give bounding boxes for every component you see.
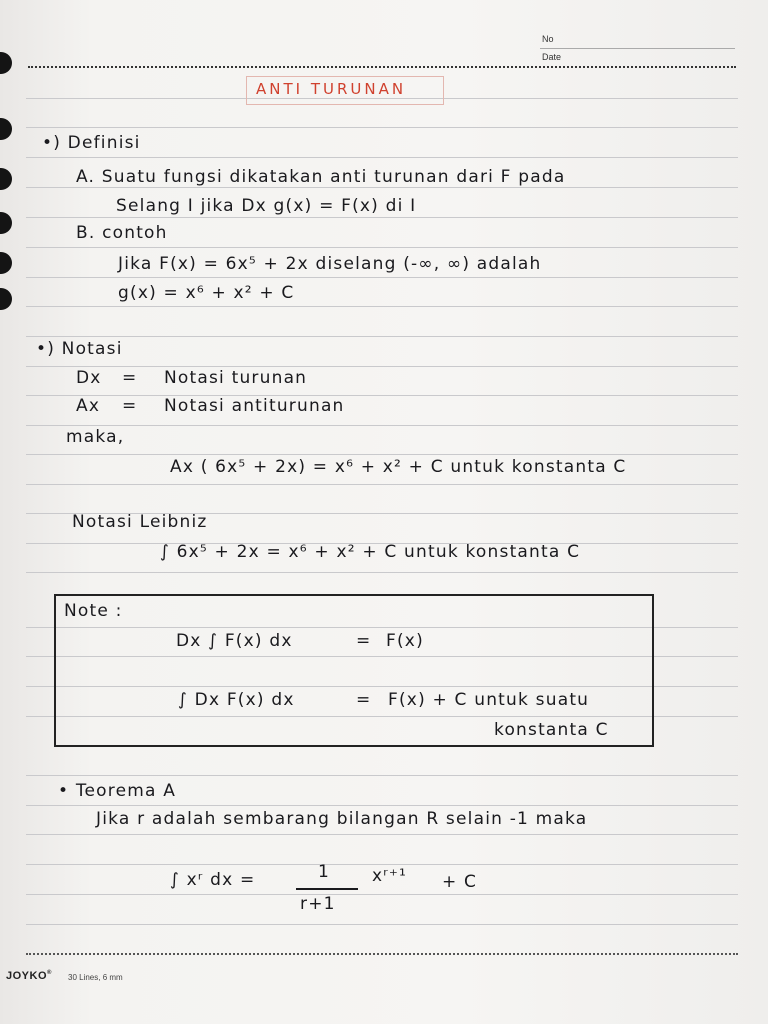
heading-notasi: •) Notasi bbox=[36, 339, 123, 359]
binder-ring bbox=[0, 118, 12, 140]
ruled-line bbox=[26, 924, 738, 925]
ruled-line bbox=[26, 187, 738, 188]
ruled-line bbox=[26, 306, 738, 307]
note-row2-left: ∫ Dx F(x) dx bbox=[178, 690, 295, 710]
ruled-line bbox=[26, 864, 738, 865]
note-row1-left: Dx ∫ F(x) dx bbox=[176, 631, 293, 651]
binder-ring bbox=[0, 168, 12, 190]
maka-label: maka, bbox=[66, 427, 125, 447]
theorem-title: • Teorema A bbox=[58, 781, 177, 801]
dx-description: Notasi turunan bbox=[164, 368, 308, 388]
header-dotted-rule bbox=[28, 66, 736, 70]
fraction-denominator: r+1 bbox=[300, 894, 336, 914]
antiderivative-equation: Ax ( 6x⁵ + 2x) = x⁶ + x² + C untuk konstanta C bbox=[170, 457, 627, 477]
ruled-line bbox=[26, 247, 738, 248]
theorem-integral-left: ∫ xʳ dx = bbox=[170, 870, 256, 890]
binder-ring bbox=[0, 252, 12, 274]
note-row3: konstanta C bbox=[494, 720, 609, 740]
brand-logo: JOYKO® bbox=[6, 970, 52, 982]
paper-spec: 30 Lines, 6 mm bbox=[68, 973, 123, 982]
note-row2-equals: = bbox=[356, 690, 372, 710]
ruled-line bbox=[26, 425, 738, 426]
note-row2-right: F(x) + C untuk suatu bbox=[388, 690, 590, 710]
ruled-line bbox=[26, 894, 738, 895]
ruled-line bbox=[26, 454, 738, 455]
note-row1-equals: = bbox=[356, 631, 372, 651]
ruled-line bbox=[26, 572, 738, 573]
definition-line-a: A. Suatu fungsi dikatakan anti turunan dari F pada bbox=[76, 167, 566, 187]
note-label: Note : bbox=[64, 601, 123, 621]
ruled-line bbox=[26, 157, 738, 158]
fraction-bar bbox=[296, 888, 358, 890]
leibniz-equation: ∫ 6x⁵ + 2x = x⁶ + x² + C untuk konstanta C bbox=[160, 542, 581, 562]
note-row1-right: F(x) bbox=[386, 631, 424, 651]
binder-ring bbox=[0, 52, 12, 74]
date-label: Date bbox=[542, 52, 562, 62]
ruled-line bbox=[26, 775, 738, 776]
theorem-plus-c: + C bbox=[442, 872, 478, 892]
ruled-line bbox=[26, 834, 738, 835]
fraction-numerator: 1 bbox=[318, 862, 331, 882]
ruled-line bbox=[26, 217, 738, 218]
ax-description: Notasi antiturunan bbox=[164, 396, 345, 416]
footer-dotted-rule bbox=[26, 953, 738, 957]
leibniz-label: Notasi Leibniz bbox=[72, 512, 208, 532]
binder-ring bbox=[0, 212, 12, 234]
theorem-statement: Jika r adalah sembarang bilangan R selain -1 maka bbox=[96, 809, 588, 829]
heading-definisi: •) Definisi bbox=[42, 133, 141, 153]
dx-symbol: Dx bbox=[76, 368, 102, 388]
theorem-power-term: xʳ⁺¹ bbox=[372, 866, 408, 886]
header-divider bbox=[540, 48, 735, 49]
ax-equals: = bbox=[122, 396, 138, 416]
ruled-line bbox=[26, 366, 738, 367]
definition-line-a2: Selang I jika Dx g(x) = F(x) di I bbox=[116, 196, 417, 216]
example-line-1: Jika F(x) = 6x⁵ + 2x diselang (-∞, ∞) adalah bbox=[118, 254, 542, 274]
example-line-2: g(x) = x⁶ + x² + C bbox=[118, 283, 295, 303]
ruled-line bbox=[26, 277, 738, 278]
ax-symbol: Ax bbox=[76, 396, 101, 416]
ruled-line bbox=[26, 336, 738, 337]
ruled-line bbox=[26, 127, 738, 128]
example-heading-b: B. contoh bbox=[76, 223, 168, 243]
binder-ring bbox=[0, 288, 12, 310]
dx-equals: = bbox=[122, 368, 138, 388]
ruled-line bbox=[26, 805, 738, 806]
ruled-line bbox=[26, 484, 738, 485]
no-label: No bbox=[542, 34, 554, 44]
page-title: ANTI TURUNAN bbox=[256, 80, 407, 98]
